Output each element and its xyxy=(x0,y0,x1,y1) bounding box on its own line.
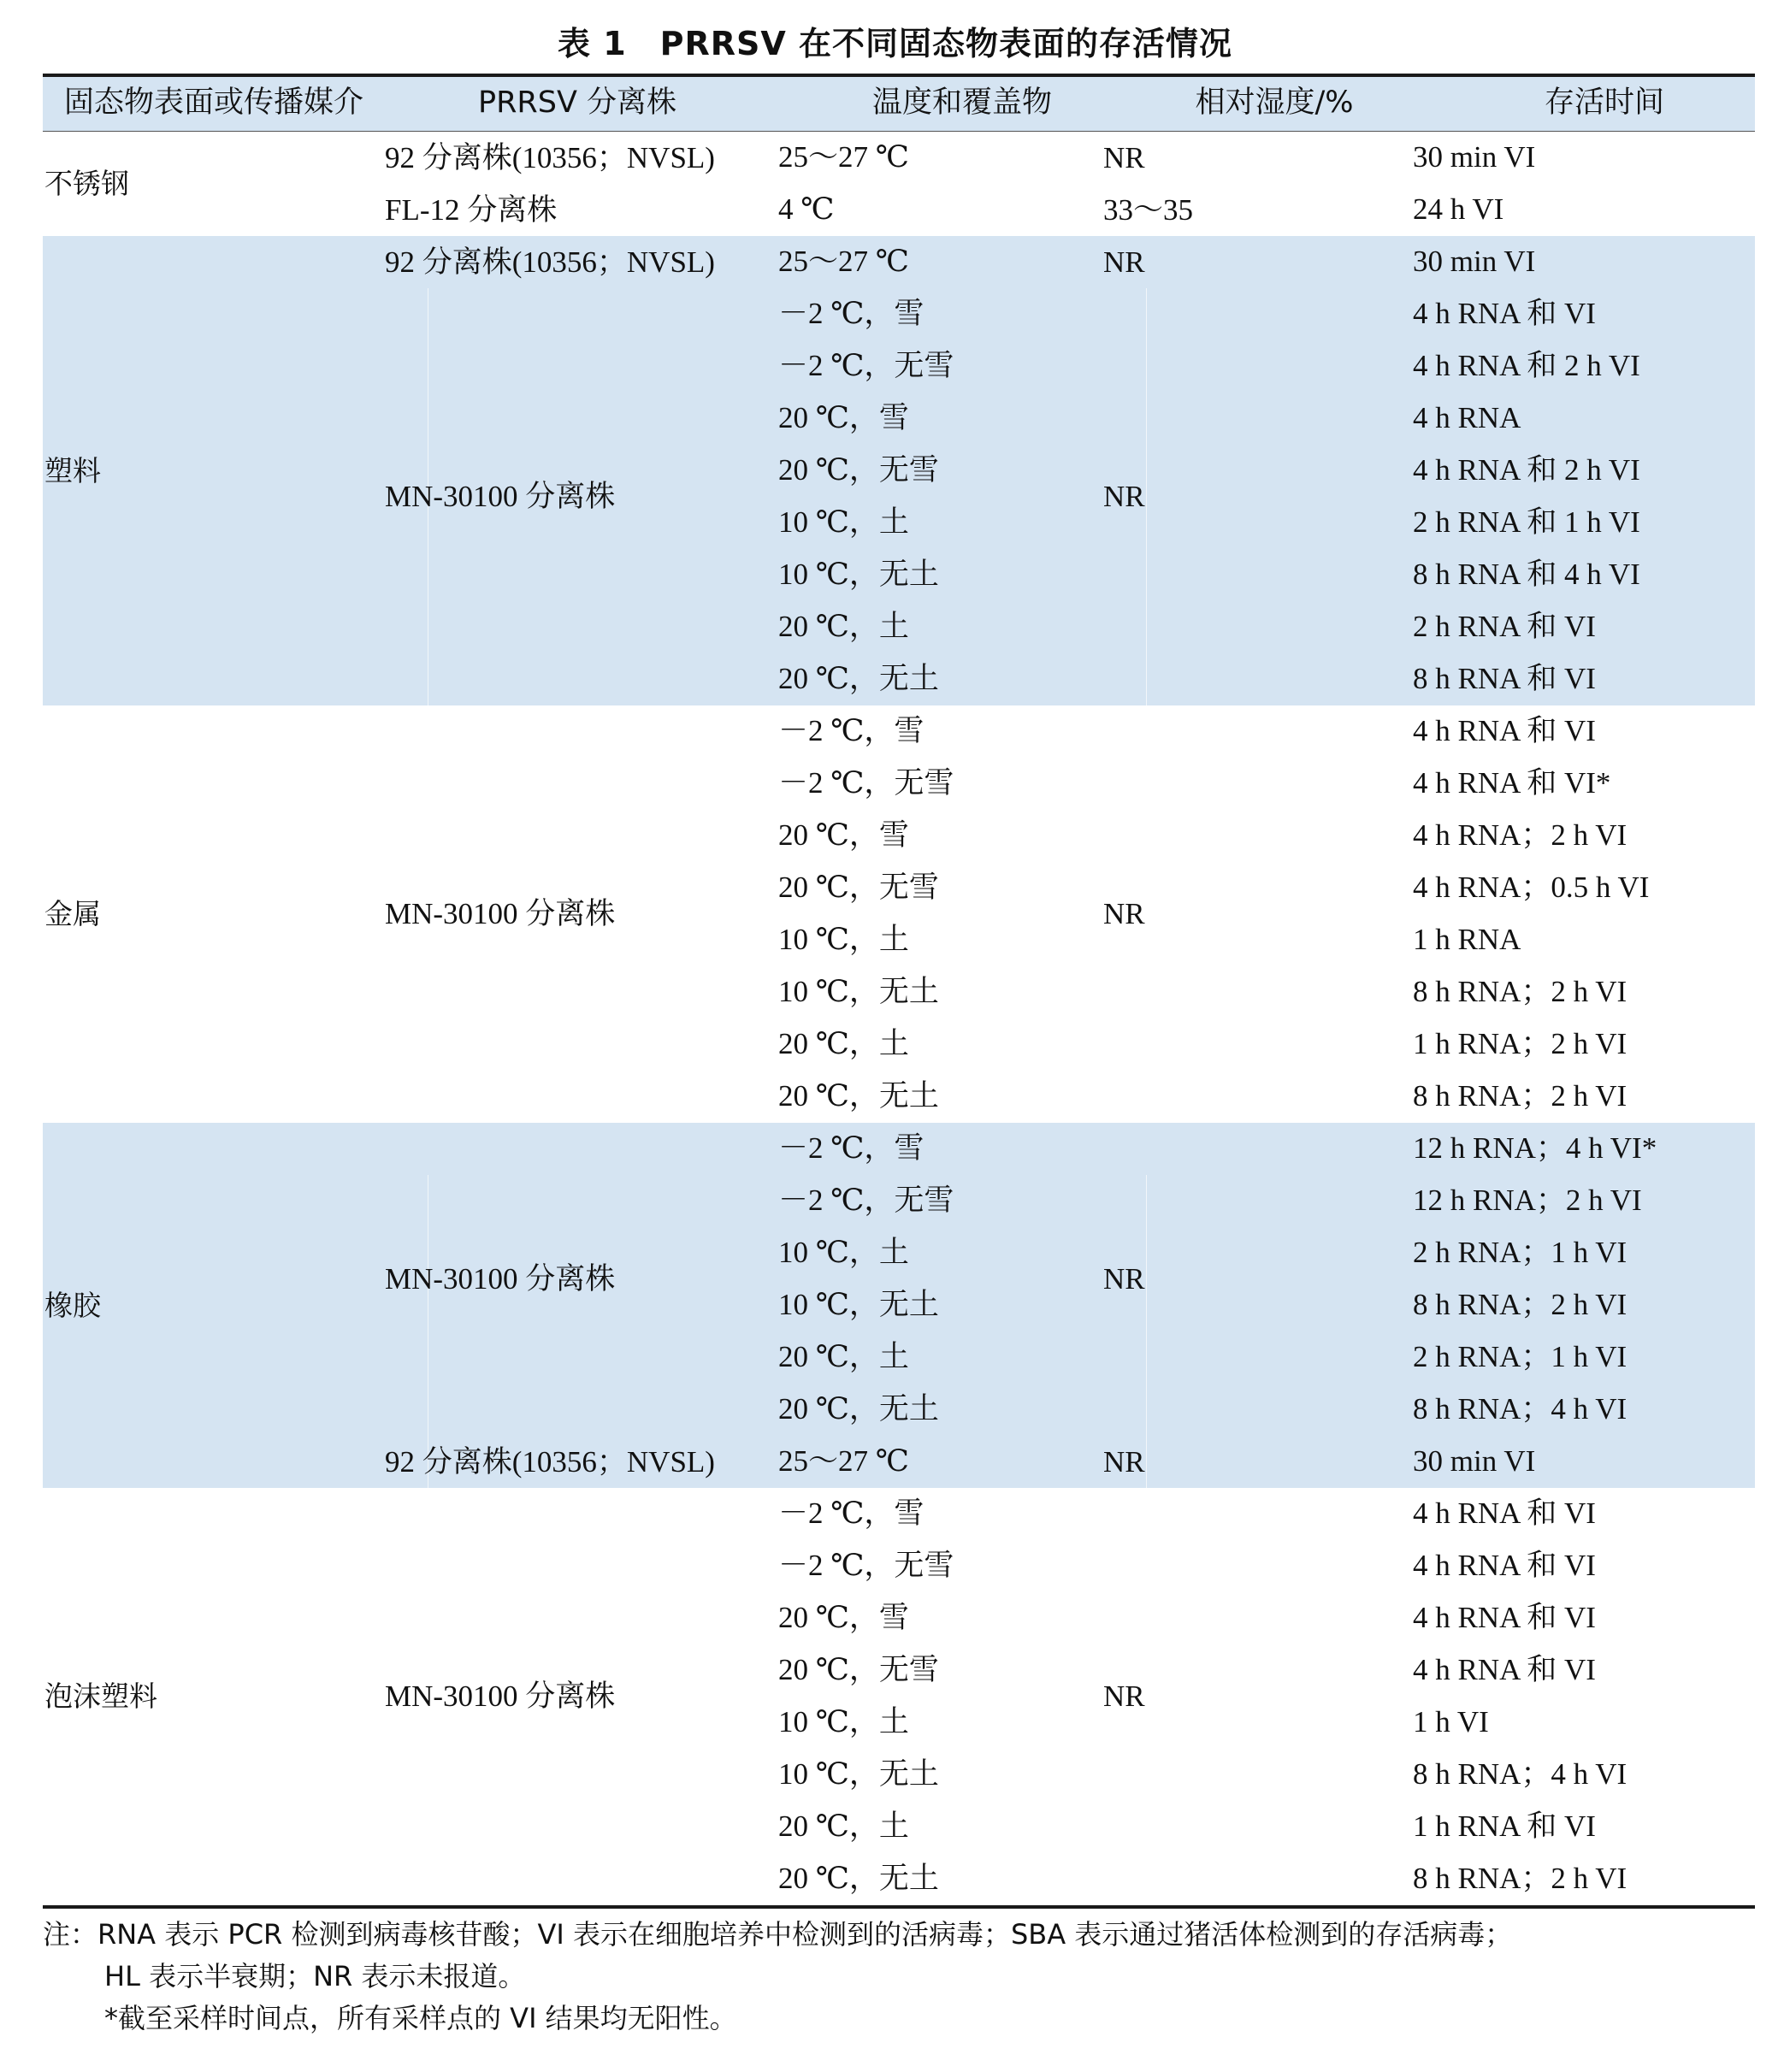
temperature-cell: 10 ℃，无土 xyxy=(778,1288,939,1321)
header-temperature: 温度和覆盖物 xyxy=(871,86,1052,120)
survival-table xyxy=(43,74,1755,1909)
humidity-value: NR xyxy=(1103,1679,1145,1713)
temperature-cell: 20 ℃，土 xyxy=(778,1340,909,1373)
strain-label: MN-30100 分离株 xyxy=(385,897,616,930)
survival-time-cell: 2 h RNA 和 1 h VI xyxy=(1413,505,1640,539)
survival-time-cell: 4 h RNA 和 VI xyxy=(1413,297,1596,330)
strain-label: MN-30100 分离株 xyxy=(385,480,616,513)
temperature-cell: －2 ℃，无雪 xyxy=(778,1549,954,1582)
temperature-cell: 10 ℃，无土 xyxy=(778,1757,939,1791)
temperature-cell: 20 ℃，无土 xyxy=(778,1392,939,1426)
humidity-value: NR xyxy=(1103,480,1145,513)
survival-time-cell: 30 min VI xyxy=(1413,140,1536,174)
temperature-cell: 20 ℃，无土 xyxy=(778,1079,939,1113)
temperature-cell: 10 ℃，土 xyxy=(778,923,909,956)
humidity-value: NR xyxy=(1103,1444,1145,1479)
temperature-cell: 20 ℃，土 xyxy=(778,1027,909,1060)
temperature-cell: －2 ℃，无雪 xyxy=(778,349,954,382)
survival-time-cell: 4 h RNA 和 VI xyxy=(1413,1496,1596,1530)
temperature-cell: 20 ℃，雪 xyxy=(778,818,909,852)
temperature-cell: 20 ℃，土 xyxy=(778,1809,909,1843)
strain-label: 92 分离株(10356；NVSL) xyxy=(385,140,715,174)
temperature-cell: 25～27 ℃ xyxy=(778,245,909,278)
strain-label: 92 分离株(10356；NVSL) xyxy=(385,245,715,279)
survival-time-cell: 4 h RNA 和 VI xyxy=(1413,1601,1596,1634)
survival-time-cell: 30 min VI xyxy=(1413,245,1536,278)
survival-time-cell: 4 h RNA 和 2 h VI xyxy=(1413,349,1640,382)
note-line-1: 注：RNA 表示 PCR 检测到病毒核苷酸；VI 表示在细胞培养中检测到的活病毒；SBA 表示通过猪活体检测到的存活病毒； xyxy=(43,1918,1513,1951)
temperature-cell: 10 ℃，土 xyxy=(778,1236,909,1269)
surface-label: 金属 xyxy=(44,897,101,930)
survival-time-cell: 2 h RNA 和 VI xyxy=(1413,610,1596,643)
strain-label: MN-30100 分离株 xyxy=(385,1262,616,1296)
humidity-value: NR xyxy=(1103,245,1145,279)
humidity-value: 33～35 xyxy=(1103,192,1194,227)
temperature-cell: 20 ℃，无雪 xyxy=(778,1653,939,1686)
temperature-cell: 10 ℃，无土 xyxy=(778,558,939,591)
surface-label: 泡沫塑料 xyxy=(44,1679,157,1713)
temperature-cell: 10 ℃，土 xyxy=(778,505,909,539)
survival-time-cell: 4 h RNA 和 VI xyxy=(1413,714,1596,747)
strain-label: FL-12 分离株 xyxy=(385,192,558,227)
humidity-value: NR xyxy=(1103,1262,1145,1296)
survival-time-cell: 30 min VI xyxy=(1413,1444,1536,1478)
temperature-cell: 20 ℃，土 xyxy=(778,610,909,643)
strain-label: 92 分离株(10356；NVSL) xyxy=(385,1444,715,1479)
survival-time-cell: 1 h RNA 和 VI xyxy=(1413,1809,1596,1843)
temperature-cell: 20 ℃，无雪 xyxy=(778,453,939,487)
temperature-cell: 4 ℃ xyxy=(778,192,835,226)
survival-time-cell: 8 h RNA 和 4 h VI xyxy=(1413,558,1640,591)
humidity-value: NR xyxy=(1103,140,1145,174)
survival-time-cell: 1 h RNA xyxy=(1413,923,1521,956)
surface-label: 塑料 xyxy=(44,453,101,487)
temperature-cell: －2 ℃，雪 xyxy=(778,1131,925,1165)
note-line-3: *截至采样时间点，所有采样点的 VI 结果均无阳性。 xyxy=(104,2002,737,2034)
survival-time-cell: 24 h VI xyxy=(1413,192,1504,226)
survival-time-cell: 4 h RNA 和 2 h VI xyxy=(1413,453,1640,487)
temperature-cell: －2 ℃，无雪 xyxy=(778,766,954,800)
survival-time-cell: 4 h RNA；2 h VI xyxy=(1413,818,1628,852)
survival-time-cell: 1 h RNA；2 h VI xyxy=(1413,1027,1628,1060)
survival-time-cell: 12 h RNA；4 h VI* xyxy=(1413,1131,1657,1165)
survival-time-cell: 8 h RNA；2 h VI xyxy=(1413,975,1628,1008)
temperature-cell: －2 ℃，无雪 xyxy=(778,1184,954,1217)
temperature-cell: 10 ℃，土 xyxy=(778,1705,909,1738)
humidity-value: NR xyxy=(1103,897,1145,930)
temperature-cell: 20 ℃，无雪 xyxy=(778,871,939,904)
temperature-cell: 20 ℃，无土 xyxy=(778,662,939,695)
survival-time-cell: 4 h RNA；0.5 h VI xyxy=(1413,871,1650,904)
temperature-cell: 20 ℃，雪 xyxy=(778,1601,909,1634)
header-humidity: 相对湿度/% xyxy=(1195,86,1354,120)
survival-time-cell: 2 h RNA；1 h VI xyxy=(1413,1236,1628,1269)
table-header xyxy=(43,77,1755,132)
survival-time-cell: 4 h RNA 和 VI* xyxy=(1413,766,1611,800)
table-title: 表 1 PRRSV 在不同固态物表面的存活情况 xyxy=(557,25,1233,62)
table-notes xyxy=(43,1914,1755,2040)
temperature-cell: 10 ℃，无土 xyxy=(778,975,939,1008)
survival-time-cell: 8 h RNA；2 h VI xyxy=(1413,1862,1628,1895)
survival-time-cell: 8 h RNA；2 h VI xyxy=(1413,1288,1628,1321)
column-divider xyxy=(1146,1175,1147,1488)
survival-time-cell: 8 h RNA；2 h VI xyxy=(1413,1079,1628,1113)
temperature-cell: 20 ℃，无土 xyxy=(778,1862,939,1895)
header-strain: PRRSV 分离株 xyxy=(477,86,677,120)
survival-time-cell: 12 h RNA；2 h VI xyxy=(1413,1184,1642,1217)
survival-time-cell: 4 h RNA 和 VI xyxy=(1413,1653,1596,1686)
temperature-cell: 25～27 ℃ xyxy=(778,140,909,174)
temperature-cell: －2 ℃，雪 xyxy=(778,297,925,330)
survival-time-cell: 1 h VI xyxy=(1413,1705,1489,1738)
survival-time-cell: 2 h RNA；1 h VI xyxy=(1413,1340,1628,1373)
surface-label: 不锈钢 xyxy=(44,167,129,200)
header-surface: 固态物表面或传播媒介 xyxy=(63,86,363,120)
survival-time-cell: 4 h RNA 和 VI xyxy=(1413,1549,1596,1582)
header-survival-time: 存活时间 xyxy=(1544,86,1664,120)
strain-label: MN-30100 分离株 xyxy=(385,1679,616,1713)
survival-time-cell: 4 h RNA xyxy=(1413,401,1521,434)
temperature-cell: －2 ℃，雪 xyxy=(778,714,925,747)
column-divider xyxy=(1146,288,1147,705)
survival-time-cell: 8 h RNA；4 h VI xyxy=(1413,1392,1628,1426)
temperature-cell: 25～27 ℃ xyxy=(778,1444,909,1478)
temperature-cell: 20 ℃，雪 xyxy=(778,401,909,434)
note-line-2: HL 表示半衰期；NR 表示未报道。 xyxy=(104,1960,526,1992)
temperature-cell: －2 ℃，雪 xyxy=(778,1496,925,1530)
surface-label: 橡胶 xyxy=(44,1288,101,1322)
survival-time-cell: 8 h RNA 和 VI xyxy=(1413,662,1596,695)
survival-time-cell: 8 h RNA；4 h VI xyxy=(1413,1757,1628,1791)
